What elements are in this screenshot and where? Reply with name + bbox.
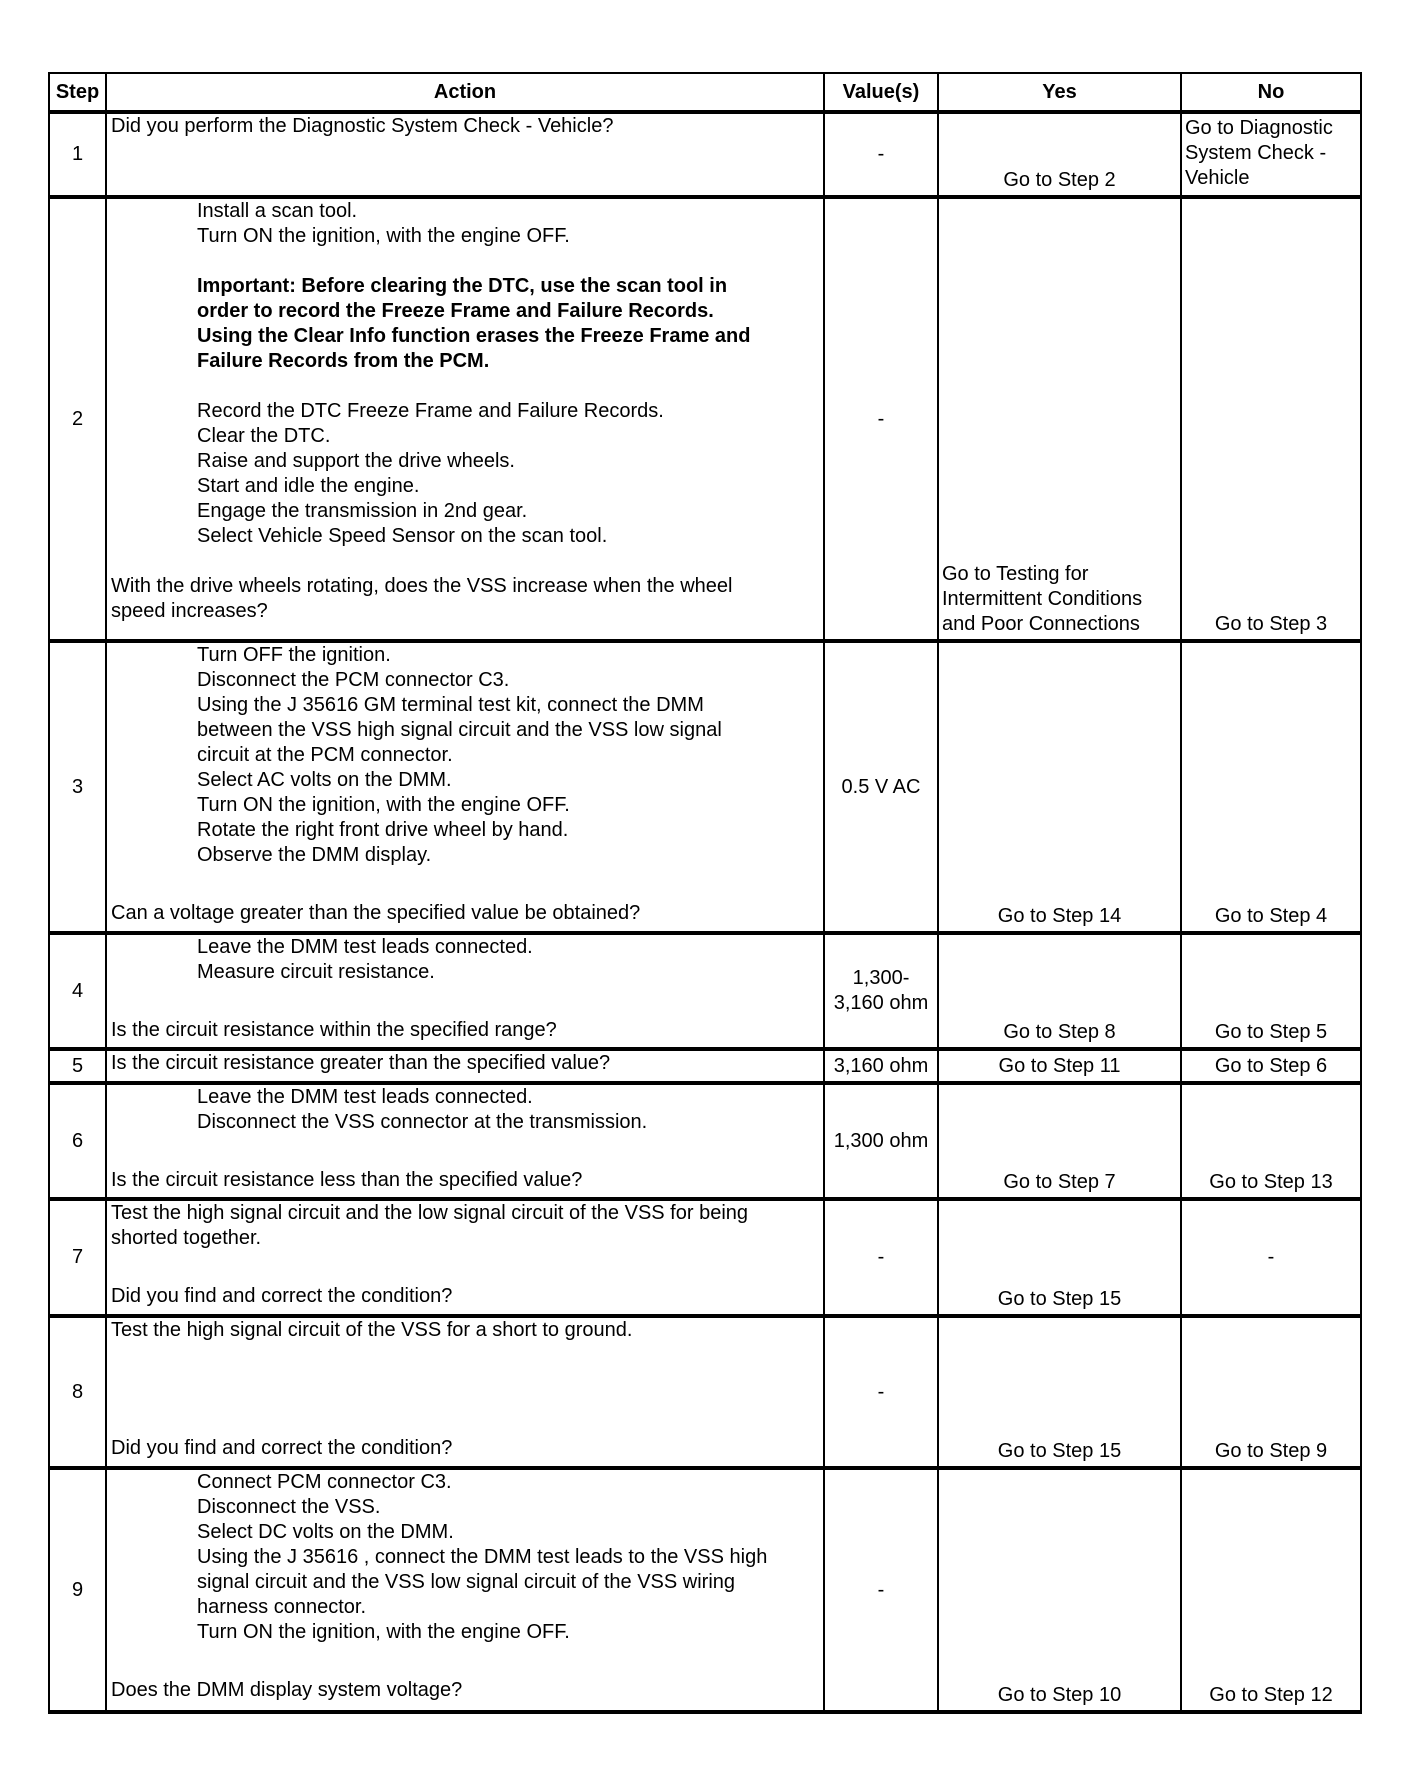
value-line: 3,160 ohm <box>833 992 929 1014</box>
action-cell <box>106 1083 824 1199</box>
action-cell <box>106 1049 824 1083</box>
yes-cell <box>938 1468 1181 1712</box>
step-number: 4 <box>49 933 106 1049</box>
step-number: 8 <box>49 1316 106 1468</box>
table-row <box>49 1199 1361 1316</box>
action-cell <box>106 1199 824 1316</box>
instruction-line: harness connector. <box>197 1596 366 1618</box>
instruction-line: Install a scan tool. <box>197 200 358 222</box>
instruction-line: Turn OFF the ignition. <box>197 644 391 666</box>
value-line: 1,300- <box>852 967 910 989</box>
important-line: Important: Before clearing the DTC, use the scan tool in <box>197 275 728 297</box>
value-cell <box>824 933 938 1049</box>
instruction-line: Leave the DMM test leads connected. <box>197 936 533 958</box>
no-text: Go to Step 12 <box>1209 1684 1333 1706</box>
instruction-line: Turn ON the ignition, with the engine OFF. <box>197 1621 570 1643</box>
instruction-line: Rotate the right front drive wheel by hand. <box>197 819 569 841</box>
yes-line: Intermittent Conditions <box>942 588 1143 610</box>
yes-text: Go to Step 7 <box>1003 1171 1116 1193</box>
instruction-line: Observe the DMM display. <box>197 844 432 866</box>
yes-cell <box>938 112 1181 197</box>
header-row <box>49 73 1361 112</box>
instruction-list <box>111 643 819 868</box>
no-text: Go to Step 3 <box>1214 613 1328 635</box>
instruction-line: signal circuit and the VSS low signal circuit of the VSS wiring <box>197 1571 736 1593</box>
action-cell <box>106 112 824 197</box>
no-text <box>1182 116 1360 191</box>
header-yes: Yes <box>938 73 1181 112</box>
diagnostic-table <box>48 72 1362 1714</box>
action-cell <box>106 197 824 641</box>
important-line: Failure Records from the PCM. <box>197 350 490 372</box>
yes-text: Go to Step 15 <box>997 1288 1122 1310</box>
instruction-line: Clear the DTC. <box>197 425 331 447</box>
yes-cell <box>938 641 1181 933</box>
question-text: Did you find and correct the condition? <box>111 1437 453 1459</box>
yes-line: and Poor Connections <box>942 613 1140 635</box>
instruction-line: Turn ON the ignition, with the engine OFF. <box>197 225 570 247</box>
step-number: 5 <box>49 1049 106 1083</box>
no-cell <box>1181 1316 1361 1468</box>
step-number: 6 <box>49 1083 106 1199</box>
instruction-list <box>111 935 819 985</box>
table-row <box>49 1083 1361 1199</box>
action-cell <box>106 933 824 1049</box>
step-number: 9 <box>49 1468 106 1712</box>
important-line: order to record the Freeze Frame and Failure Records. <box>197 300 714 322</box>
important-note <box>111 274 819 374</box>
yes-cell <box>938 1049 1181 1083</box>
instruction-list <box>111 1470 819 1645</box>
question-line: speed increases? <box>111 600 268 622</box>
instruction-line: Disconnect the PCM connector C3. <box>197 669 510 691</box>
table-row <box>49 933 1361 1049</box>
question-text: Can a voltage greater than the specified value be obtained? <box>111 902 641 924</box>
important-line: Using the Clear Info function erases the Freeze Frame and <box>197 325 751 347</box>
value-cell: - <box>824 112 938 197</box>
yes-cell <box>938 933 1181 1049</box>
instruction-line: Turn ON the ignition, with the engine OFF. <box>197 794 570 816</box>
table-row <box>49 1049 1361 1083</box>
action-cell <box>106 641 824 933</box>
value-cell: - <box>824 197 938 641</box>
question-text <box>111 574 819 624</box>
table-row <box>49 112 1361 197</box>
question-text: Did you find and correct the condition? <box>111 1285 453 1307</box>
question-text: Is the circuit resistance greater than the specified value? <box>111 1052 611 1074</box>
no-cell <box>1181 641 1361 933</box>
no-cell <box>1181 1468 1361 1712</box>
yes-text: Go to Step 2 <box>1003 169 1116 191</box>
instruction-list <box>111 199 819 249</box>
value-cell: - <box>824 1199 938 1316</box>
instruction-line: Using the J 35616 GM terminal test kit, connect the DMM <box>197 694 704 716</box>
instruction-list <box>111 399 819 549</box>
value-cell: - <box>824 1316 938 1468</box>
no-cell: - <box>1181 1199 1361 1316</box>
action-line: Test the high signal circuit and the low signal circuit of the VSS for being <box>111 1202 749 1224</box>
no-text: Go to Step 4 <box>1214 905 1328 927</box>
no-line: System Check - <box>1185 142 1327 164</box>
instruction-list <box>111 1085 819 1135</box>
table-row <box>49 641 1361 933</box>
no-text: Go to Step 6 <box>1214 1055 1328 1077</box>
yes-cell <box>938 1199 1181 1316</box>
instruction-line: Disconnect the VSS. <box>197 1496 381 1518</box>
step-number: 1 <box>49 112 106 197</box>
no-cell <box>1181 1049 1361 1083</box>
question-text: Is the circuit resistance within the specified range? <box>111 1019 557 1041</box>
no-text: Go to Step 9 <box>1214 1440 1328 1462</box>
instruction-line: circuit at the PCM connector. <box>197 744 453 766</box>
yes-text <box>939 562 1180 637</box>
value-cell: - <box>824 1468 938 1712</box>
yes-text: Go to Step 8 <box>1003 1021 1116 1043</box>
instruction-line: Select DC volts on the DMM. <box>197 1521 454 1543</box>
yes-text: Go to Step 11 <box>998 1055 1121 1077</box>
no-cell <box>1181 112 1361 197</box>
instruction-line: Using the J 35616 , connect the DMM test leads to the VSS high <box>197 1546 768 1568</box>
yes-cell <box>938 197 1181 641</box>
question-line: With the drive wheels rotating, does the VSS increase when the wheel <box>111 575 733 597</box>
action-cell <box>106 1468 824 1712</box>
header-action: Action <box>106 73 824 112</box>
step-number: 7 <box>49 1199 106 1316</box>
question-text: Does the DMM display system voltage? <box>111 1679 463 1701</box>
question-text: Did you perform the Diagnostic System Check - Vehicle? <box>111 115 614 137</box>
action-line: shorted together. <box>111 1227 262 1249</box>
instruction-line: Disconnect the VSS connector at the transmission. <box>197 1111 648 1133</box>
value-cell: 3,160 ohm <box>824 1049 938 1083</box>
yes-cell <box>938 1083 1181 1199</box>
value-cell: 1,300 ohm <box>824 1083 938 1199</box>
yes-line: Go to Testing for <box>942 563 1089 585</box>
action-text: Test the high signal circuit of the VSS for a short to ground. <box>111 1319 633 1341</box>
no-text: Go to Step 5 <box>1214 1021 1328 1043</box>
no-cell <box>1181 197 1361 641</box>
action-cell <box>106 1316 824 1468</box>
instruction-line: Select AC volts on the DMM. <box>197 769 452 791</box>
instruction-line: Leave the DMM test leads connected. <box>197 1086 533 1108</box>
instruction-line: Start and idle the engine. <box>197 475 420 497</box>
yes-text: Go to Step 10 <box>997 1684 1122 1706</box>
action-text <box>111 1201 819 1251</box>
yes-text: Go to Step 15 <box>997 1440 1122 1462</box>
table-row <box>49 197 1361 641</box>
yes-text: Go to Step 14 <box>997 905 1122 927</box>
no-line: Go to Diagnostic <box>1185 117 1333 139</box>
header-step: Step <box>49 73 106 112</box>
no-cell <box>1181 933 1361 1049</box>
yes-cell <box>938 1316 1181 1468</box>
instruction-line: Raise and support the drive wheels. <box>197 450 515 472</box>
instruction-line: Engage the transmission in 2nd gear. <box>197 500 528 522</box>
table-row <box>49 1316 1361 1468</box>
step-number: 3 <box>49 641 106 933</box>
instruction-line: Record the DTC Freeze Frame and Failure Records. <box>197 400 664 422</box>
table-row <box>49 1468 1361 1712</box>
header-no: No <box>1181 73 1361 112</box>
header-values: Value(s) <box>824 73 938 112</box>
instruction-line: Connect PCM connector C3. <box>197 1471 452 1493</box>
value-cell: 0.5 V AC <box>824 641 938 933</box>
instruction-line: Select Vehicle Speed Sensor on the scan tool. <box>197 525 608 547</box>
instruction-line: between the VSS high signal circuit and the VSS low signal <box>197 719 722 741</box>
no-line: Vehicle <box>1185 167 1250 189</box>
question-text: Is the circuit resistance less than the specified value? <box>111 1169 583 1191</box>
step-number: 2 <box>49 197 106 641</box>
no-text: Go to Step 13 <box>1209 1171 1333 1193</box>
instruction-line: Measure circuit resistance. <box>197 961 435 983</box>
no-cell <box>1181 1083 1361 1199</box>
